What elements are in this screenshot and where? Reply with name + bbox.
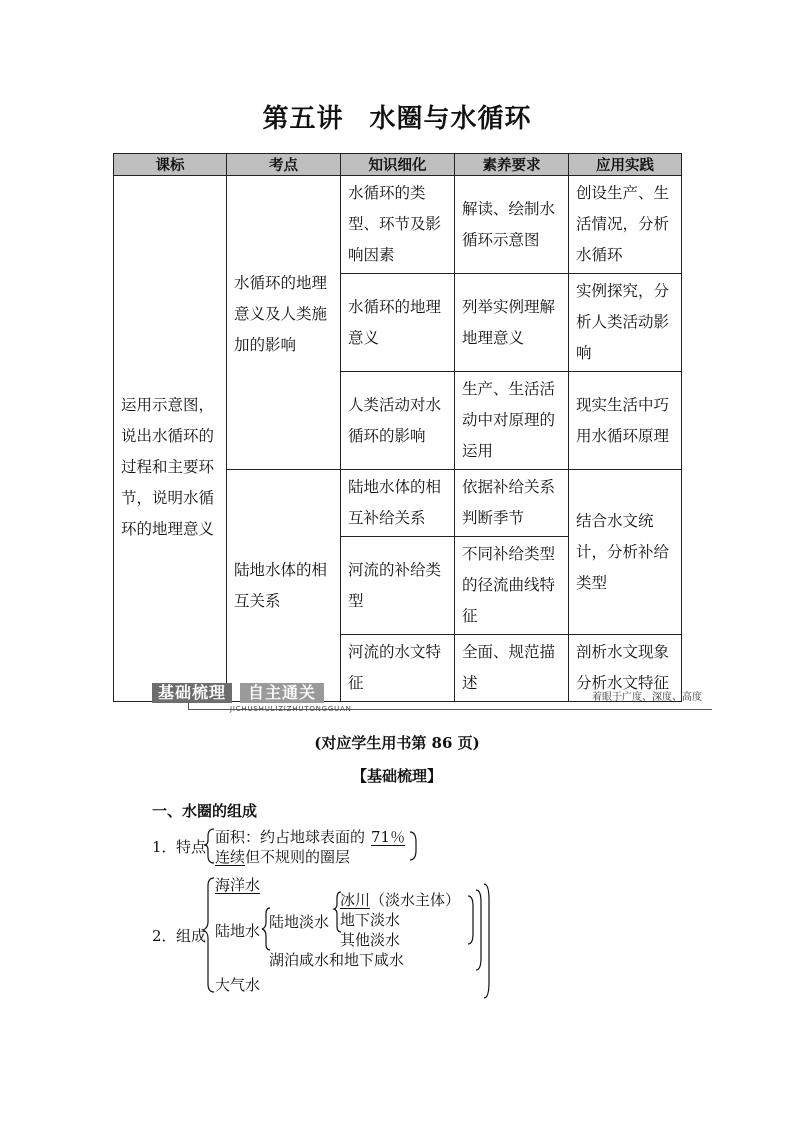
- detail-cell: 河流的补给类型: [341, 537, 455, 635]
- detail-cell: 河流的水文特征: [341, 635, 455, 702]
- practice-cell: 创设生产、生活情况，分析水循环: [569, 176, 682, 274]
- other-freshwater: 其他淡水: [340, 931, 401, 949]
- land-freshwater: 陆地淡水: [269, 913, 330, 931]
- literacy-cell: 列举实例理解地理意义: [455, 274, 569, 372]
- detail-cell: 人类活动对水循环的影响: [341, 372, 455, 470]
- header-practice: 应用实践: [569, 154, 682, 176]
- detail-cell: 陆地水体的相互补给关系: [341, 470, 455, 537]
- exam-point-cell: 陆地水体的相互关系: [227, 470, 341, 702]
- literacy-cell: 依据补给关系判断季节: [455, 470, 569, 537]
- section-heading: 一、水圈的组成: [152, 802, 258, 820]
- ocean-water: 海洋水: [215, 876, 261, 894]
- practice-cell: 实例探究，分析人类活动影响: [569, 274, 682, 372]
- saline-water: 湖泊咸水和地下咸水: [269, 951, 405, 969]
- continuity-blank: 连续: [215, 848, 246, 866]
- area-line: 面积：约占地球表面的 71％: [215, 828, 406, 846]
- atmospheric-water: 大气水: [215, 976, 261, 994]
- section-label: 【基础梳理】: [351, 767, 442, 785]
- detail-cell: 水循环的地理意义: [341, 274, 455, 372]
- header-literacy: 素养要求: [455, 154, 569, 176]
- glacier-line: 冰川（淡水主体）: [340, 891, 461, 909]
- area-value: 71％: [371, 828, 406, 846]
- literacy-cell: 不同补给类型的径流曲线特征: [455, 537, 569, 635]
- banner-label-self: 自主通关: [240, 683, 324, 703]
- page-title: 第五讲 水圈与水循环: [262, 104, 532, 134]
- continuity-line: 连续但不规则的圈层: [215, 848, 351, 866]
- literacy-cell: 全面、规范描述: [455, 635, 569, 702]
- item-number: 2．: [152, 927, 177, 945]
- practice-cell: 剖析水文现象分析水文特征: [569, 635, 682, 702]
- curriculum-table: [113, 153, 682, 702]
- header-knowledge: 知识细化: [341, 154, 455, 176]
- banner-label-basic: 基础梳理: [152, 683, 232, 703]
- land-water: 陆地水: [215, 922, 261, 940]
- table-row: [114, 176, 682, 274]
- banner-slogan: 着眼于广度、深度、高度: [592, 692, 702, 703]
- header-standard: 课标: [114, 154, 227, 176]
- practice-cell: 结合水文统计，分析补给类型: [569, 470, 682, 635]
- standard-cell: 运用示意图，说出水循环的过程和主要环节，说明水循环的地理意义: [114, 176, 227, 702]
- detail-cell: 水循环的类型、环节及影响因素: [341, 176, 455, 274]
- banner-pinyin: JICHUSHULIZIZHUTONGGUAN: [230, 705, 352, 713]
- header-exam-point: 考点: [227, 154, 341, 176]
- item-label: 组成: [176, 927, 207, 945]
- item-label: 特点: [176, 838, 207, 856]
- section-banner: [152, 683, 712, 713]
- table-header-row: [114, 154, 682, 176]
- groundwater-fresh: 地下淡水: [340, 911, 401, 929]
- exam-point-cell: 水循环的地理意义及人类施加的影响: [227, 176, 341, 470]
- literacy-cell: 解读、绘制水循环示意图: [455, 176, 569, 274]
- glacier: 冰川: [340, 891, 371, 909]
- item-number: 1．: [152, 838, 177, 856]
- page-reference: (对应学生用书第 86 页): [314, 734, 480, 752]
- literacy-cell: 生产、生活活动中对原理的运用: [455, 372, 569, 470]
- practice-cell: 现实生活中巧用水循环原理: [569, 372, 682, 470]
